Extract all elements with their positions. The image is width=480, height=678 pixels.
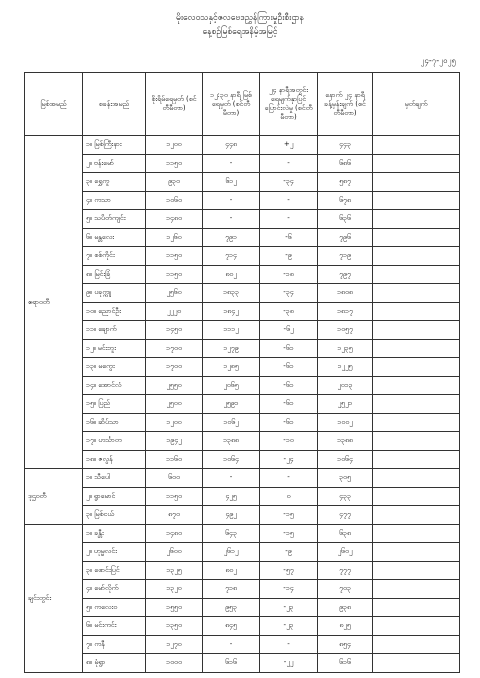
- level-today-cell: -: [203, 635, 260, 654]
- table-row: [25, 173, 460, 192]
- diff-cell: ၃၀၅: [318, 469, 373, 488]
- change-cell: -၅၇: [260, 561, 318, 580]
- level-today-cell: ၁၈၄၂: [203, 302, 260, 321]
- station-cell: ၃။ ရွှေကူ: [83, 173, 146, 192]
- diff-cell: ၇၁၉: [318, 247, 373, 266]
- table-row: [25, 413, 460, 432]
- diff-cell: ၂၀၁၃: [318, 376, 373, 395]
- level-today-cell: ၆၁၆: [203, 654, 260, 673]
- table-row: [25, 561, 460, 580]
- danger-level-cell: ၁၀၆၀: [146, 191, 203, 210]
- danger-level-cell: ၁၂၀၀: [146, 136, 203, 155]
- danger-level-cell: ၁၁၅၀: [146, 247, 203, 266]
- diff-cell: ၁၂၃၅: [318, 339, 373, 358]
- station-cell: ၁၆။ ဆိပ်သာ: [83, 413, 146, 432]
- change-cell: -၆၁: [260, 339, 318, 358]
- change-cell: -၆: [260, 228, 318, 247]
- diff-cell: ၆၈၆: [318, 154, 373, 173]
- change-cell: +၂: [260, 136, 318, 155]
- change-cell: -၁၅: [260, 506, 318, 525]
- danger-level-cell: ၁၃၂၀: [146, 580, 203, 599]
- table-row: [25, 321, 460, 340]
- remarks-cell: [373, 506, 460, 525]
- danger-level-cell: ၆၀၀: [146, 469, 203, 488]
- remarks-cell: [373, 598, 460, 617]
- table-row: [25, 617, 460, 636]
- level-today-cell: ၈၄၅: [203, 617, 260, 636]
- diff-cell: ၁၀၅၇: [318, 321, 373, 340]
- danger-level-cell: ၁၁၆၀: [146, 450, 203, 469]
- title-line-2: နေ့စဉ်မြစ်ရေအနိမ့်အမြင့်: [202, 27, 278, 37]
- station-cell: ၂။ ဟုမ္မလင်း: [83, 543, 146, 562]
- station-cell: ၇။ ကနီ: [83, 635, 146, 654]
- change-cell: -၆၁: [260, 413, 318, 432]
- danger-level-cell: ၁၇၀၀: [146, 358, 203, 377]
- level-today-cell: ၁၂၈၅: [203, 358, 260, 377]
- danger-level-cell: ၂၆၀၀: [146, 543, 203, 562]
- table-row: [25, 395, 460, 414]
- change-cell: -၁၀: [260, 432, 318, 451]
- change-cell: -: [260, 469, 318, 488]
- remarks-cell: [373, 635, 460, 654]
- level-today-cell: ၁၃၈၈: [203, 432, 260, 451]
- remarks-cell: [373, 376, 460, 395]
- diff-cell: ၈၂၅: [318, 617, 373, 636]
- table-row: [25, 487, 460, 506]
- change-cell: -၁၅: [260, 524, 318, 543]
- table-row: [25, 376, 460, 395]
- remarks-cell: [373, 561, 460, 580]
- level-today-cell: ၁၀၆၄: [203, 450, 260, 469]
- diff-cell: ၆၁၆: [318, 654, 373, 673]
- level-today-cell: -: [203, 191, 260, 210]
- station-cell: ၆။ မင်းကင်း: [83, 617, 146, 636]
- diff-cell: ၁၀၆၄: [318, 450, 373, 469]
- change-cell: -၃၄: [260, 173, 318, 192]
- table-row: [25, 339, 460, 358]
- table-row: [25, 506, 460, 525]
- diff-cell: ၂၆၀၂: [318, 543, 373, 562]
- level-today-cell: ၆၁၂: [203, 173, 260, 192]
- diff-cell: ၁၃၈၈: [318, 432, 373, 451]
- level-today-cell: ၇၁၄: [203, 247, 260, 266]
- remarks-cell: [373, 228, 460, 247]
- station-cell: ၆။ မန္တလေး: [83, 228, 146, 247]
- remarks-cell: [373, 210, 460, 229]
- level-today-cell: -: [203, 469, 260, 488]
- level-today-cell: ၆၄၃: [203, 524, 260, 543]
- station-cell: ၁၄။ အောင်လံ: [83, 376, 146, 395]
- danger-level-cell: ၉၃၀: [146, 173, 203, 192]
- remarks-cell: [373, 154, 460, 173]
- header-change: ၂၄ နာရီအတွင်း ရေမျက်နှာပြင် ပြောင်းလဲမှု (စင်တီမီတာ): [260, 73, 318, 136]
- remarks-cell: [373, 543, 460, 562]
- station-cell: ၅။ သပိတ်ကျင်း: [83, 210, 146, 229]
- diff-cell: ၁၂၂၅: [318, 358, 373, 377]
- diff-cell: ၈၅၄: [318, 635, 373, 654]
- station-cell: ၁။ မြစ်ကြီးနား: [83, 136, 146, 155]
- level-today-cell: -: [203, 210, 260, 229]
- river-name-cell: ချင်းတွင်း: [25, 524, 83, 672]
- station-cell: ၇။ စစ်ကိုင်း: [83, 247, 146, 266]
- danger-level-cell: ၁၄၅၀: [146, 321, 203, 340]
- station-cell: ၁၂။ မင်းဘူး: [83, 339, 146, 358]
- table-row: [25, 265, 460, 284]
- level-today-cell: -: [203, 154, 260, 173]
- danger-level-cell: ၁၂၇၀: [146, 635, 203, 654]
- station-cell: ၁၀။ ညောင်ဦး: [83, 302, 146, 321]
- diff-cell: ၅၈၇: [318, 173, 373, 192]
- station-cell: ၃။ မြစ်ငယ်: [83, 506, 146, 525]
- danger-level-cell: ၁၂၀၀: [146, 413, 203, 432]
- change-cell: -၂၃: [260, 617, 318, 636]
- station-cell: ၂။ ရွာမောင်: [83, 487, 146, 506]
- level-today-cell: ၁၀၆၂: [203, 413, 260, 432]
- danger-level-cell: ၈၇၀: [146, 506, 203, 525]
- remarks-cell: [373, 247, 460, 266]
- level-today-cell: ၇၉၁: [203, 228, 260, 247]
- table-row: [25, 432, 460, 451]
- table-row: [25, 191, 460, 210]
- change-cell: -၆၂: [260, 321, 318, 340]
- table-row: [25, 210, 460, 229]
- diff-cell: ၁၈၀၈: [318, 284, 373, 303]
- remarks-cell: [373, 432, 460, 451]
- change-cell: -၆၁: [260, 376, 318, 395]
- diff-cell: ၆၇၈: [318, 191, 373, 210]
- station-cell: ၉။ ပခုက္ကူ: [83, 284, 146, 303]
- river-name-cell: ဒုဌဝတီ: [25, 469, 83, 525]
- danger-level-cell: ၂၅၅၀: [146, 376, 203, 395]
- remarks-cell: [373, 358, 460, 377]
- diff-cell: ၁၀၀၂: [318, 413, 373, 432]
- level-today-cell: ၁၂၇၉: [203, 339, 260, 358]
- level-today-cell: ၂၅၉၁: [203, 395, 260, 414]
- station-cell: ၁။ ခန္တီး: [83, 524, 146, 543]
- diff-cell: ၁၈၁၇: [318, 302, 373, 321]
- station-cell: ၁၇။ ဟင်္သာတ: [83, 432, 146, 451]
- station-cell: ၁။ သီပေါ: [83, 469, 146, 488]
- level-today-cell: ၂၆၁၂: [203, 543, 260, 562]
- report-date: ၂၄-၇-၂၀၂၅: [420, 56, 456, 65]
- river-name-cell: ဧရာဝတီ: [25, 136, 83, 469]
- level-today-cell: ၁၁၁၂: [203, 321, 260, 340]
- header-station: စခန်းအမည်: [83, 73, 146, 136]
- change-cell: -၃၄: [260, 284, 318, 303]
- remarks-cell: [373, 469, 460, 488]
- change-cell: -: [260, 154, 318, 173]
- level-today-cell: ၄၂၅: [203, 487, 260, 506]
- remarks-cell: [373, 173, 460, 192]
- danger-level-cell: ၁၄၈၀: [146, 210, 203, 229]
- station-cell: ၁၃။ မကွေး: [83, 358, 146, 377]
- level-today-cell: ၄၉၂: [203, 506, 260, 525]
- remarks-cell: [373, 450, 460, 469]
- level-today-cell: ၄၄၈: [203, 136, 260, 155]
- danger-level-cell: ၁၀၀၀: [146, 654, 203, 673]
- remarks-cell: [373, 284, 460, 303]
- diff-cell: ၆၃၆: [318, 210, 373, 229]
- diff-cell: ၂၅၂၁: [318, 395, 373, 414]
- danger-level-cell: ၁၃၂၅: [146, 561, 203, 580]
- water-level-table: [24, 72, 460, 673]
- remarks-cell: [373, 191, 460, 210]
- table-row: [25, 154, 460, 173]
- remarks-cell: [373, 395, 460, 414]
- change-cell: -၁၈: [260, 265, 318, 284]
- table-row: [25, 302, 460, 321]
- diff-cell: ၇၉၇: [318, 265, 373, 284]
- danger-level-cell: ၁၇၀၀: [146, 339, 203, 358]
- table-row: [25, 635, 460, 654]
- change-cell: -: [260, 210, 318, 229]
- table-row: [25, 580, 460, 599]
- danger-level-cell: ၂၅၆၀: [146, 284, 203, 303]
- danger-level-cell: ၁၁၅၀: [146, 154, 203, 173]
- table-row: [25, 358, 460, 377]
- diff-cell: ၄၄၃: [318, 136, 373, 155]
- change-cell: -၆၁: [260, 358, 318, 377]
- change-cell: -၃၈: [260, 302, 318, 321]
- remarks-cell: [373, 487, 460, 506]
- header-remarks: မှတ်ချက်: [373, 73, 460, 136]
- danger-level-cell: ၂၂၂၀: [146, 302, 203, 321]
- danger-level-cell: ၁၅၅၀: [146, 598, 203, 617]
- table-header-row: [25, 73, 460, 136]
- station-cell: ၈။ မုံရွာ: [83, 654, 146, 673]
- station-cell: ၃။ ဖောင်းပြင်: [83, 561, 146, 580]
- table-row: [25, 469, 460, 488]
- table-row: [25, 543, 460, 562]
- table-row: [25, 284, 460, 303]
- change-cell: -၉: [260, 247, 318, 266]
- change-cell: -: [260, 635, 318, 654]
- change-cell: -၂၂: [260, 654, 318, 673]
- table-row: [25, 654, 460, 673]
- title-line-1: မိုးလေဝသနှင့်ဇလဗေဒညွှန်ကြားမှုဦးစီးဌာန: [176, 13, 304, 23]
- station-cell: ၈။ မြင်းခြံ: [83, 265, 146, 284]
- diff-cell: ၄၃၃: [318, 487, 373, 506]
- diff-cell: ၉၃၈: [318, 598, 373, 617]
- change-cell: -၂၃: [260, 598, 318, 617]
- diff-cell: ၆၃၈: [318, 524, 373, 543]
- level-today-cell: ၉၅၃: [203, 598, 260, 617]
- remarks-cell: [373, 524, 460, 543]
- station-cell: ၄။ ကသာ: [83, 191, 146, 210]
- station-cell: ၂။ ဗန်းမော်: [83, 154, 146, 173]
- change-cell: -၉: [260, 543, 318, 562]
- remarks-cell: [373, 321, 460, 340]
- remarks-cell: [373, 654, 460, 673]
- danger-level-cell: ၁၁၅၀: [146, 487, 203, 506]
- danger-level-cell: ၁၂၆၀: [146, 228, 203, 247]
- danger-level-cell: ၁၄၈၀: [146, 524, 203, 543]
- level-today-cell: ၂၀၆၅: [203, 376, 260, 395]
- diff-cell: ၄၇၇: [318, 506, 373, 525]
- table-row: [25, 247, 460, 266]
- diff-cell: ၇၇၇: [318, 561, 373, 580]
- header-river: မြစ်အမည်: [25, 73, 83, 136]
- danger-level-cell: ၁၃၅၀: [146, 617, 203, 636]
- header-level-today: ၁၂:၃၀ နာရီ မြစ်ရေမှတ် (စင်တီမီတာ): [203, 73, 260, 136]
- station-cell: ၁၅။ ပြည်: [83, 395, 146, 414]
- remarks-cell: [373, 339, 460, 358]
- table-row: [25, 228, 460, 247]
- level-today-cell: ၁၈၃၃: [203, 284, 260, 303]
- remarks-cell: [373, 580, 460, 599]
- table-row: [25, 598, 460, 617]
- danger-level-cell: ၁၁၅၀: [146, 265, 203, 284]
- danger-level-cell: ၁၉၄၂: [146, 432, 203, 451]
- diff-cell: ၇၉၆: [318, 228, 373, 247]
- header-danger-level: စိုးရိမ်ရေမှတ် (စင်တီမီတာ): [146, 73, 203, 136]
- station-cell: ၁၈။ ဇလွန်: [83, 450, 146, 469]
- change-cell: -: [260, 191, 318, 210]
- remarks-cell: [373, 302, 460, 321]
- level-today-cell: ၈၀၂: [203, 265, 260, 284]
- level-today-cell: ၈၀၂: [203, 561, 260, 580]
- header-diff: နောက် ၂၄ နာရီ ခန့်မှန်းချက် (စင်တီမီတာ): [318, 73, 373, 136]
- danger-level-cell: ၂၅၀၀: [146, 395, 203, 414]
- remarks-cell: [373, 617, 460, 636]
- remarks-cell: [373, 413, 460, 432]
- station-cell: ၅။ ကလေးဝ: [83, 598, 146, 617]
- table-row: [25, 524, 460, 543]
- change-cell: -၂၄: [260, 450, 318, 469]
- change-cell: -၁၄: [260, 580, 318, 599]
- table-row: [25, 450, 460, 469]
- diff-cell: ၇၀၃: [318, 580, 373, 599]
- station-cell: ၁၁။ ချောက်: [83, 321, 146, 340]
- table-row: [25, 136, 460, 155]
- remarks-cell: [373, 136, 460, 155]
- change-cell: -၆၁: [260, 395, 318, 414]
- change-cell: ၀: [260, 487, 318, 506]
- level-today-cell: ၇၁၈: [203, 580, 260, 599]
- station-cell: ၄။ မော်လိုက်: [83, 580, 146, 599]
- remarks-cell: [373, 265, 460, 284]
